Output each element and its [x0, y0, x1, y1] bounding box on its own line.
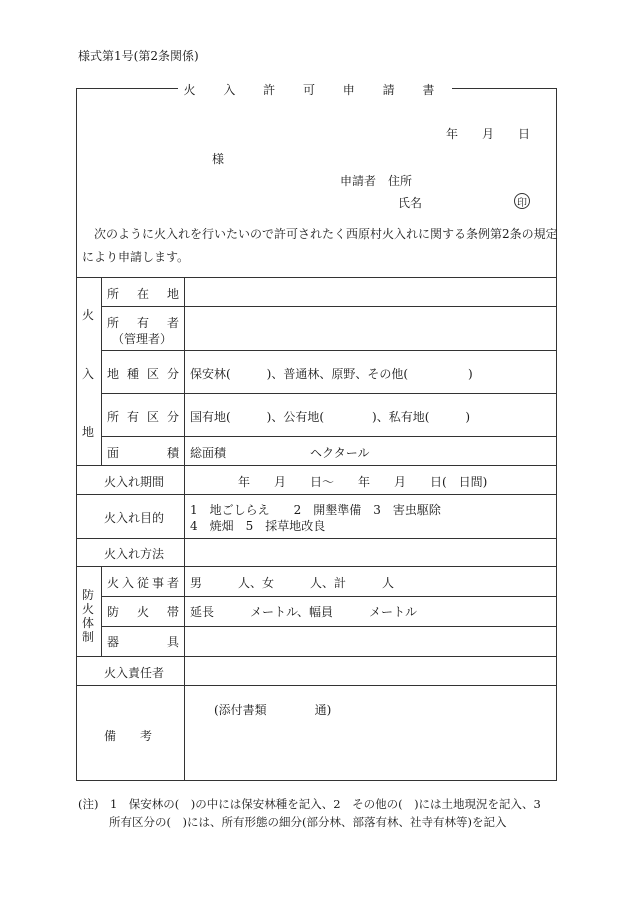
label-equipment: 器 具	[107, 635, 179, 649]
row-divider	[101, 350, 557, 351]
notes-line-1: (注) 1 保安林の( )の中には保安林種を記入、2 その他の( )には土地現況を記入、3	[78, 797, 541, 811]
land-category-field[interactable]: 保安林( )、普通林、原野、その他( )	[190, 367, 473, 381]
label-workers: 火 入 従 事 者	[107, 576, 179, 590]
table-top-border	[76, 277, 557, 278]
row-divider	[76, 494, 557, 495]
remarks-field[interactable]: (添付書類 通)	[214, 703, 332, 717]
label-purpose: 火入れ目的	[104, 511, 165, 525]
method-field[interactable]	[186, 541, 556, 563]
form-number-label: 様式第1号(第2条関係)	[78, 49, 199, 63]
row-divider	[76, 566, 557, 567]
label-responsible: 火入責任者	[104, 666, 165, 680]
form-title: 火 入 許 可 申 請 書	[0, 81, 630, 98]
ownership-category-field[interactable]: 国有地( )、公有地( )、私有地( )	[190, 410, 471, 424]
applicant-address-label: 申請者 住所	[340, 174, 413, 188]
row-divider	[101, 596, 557, 597]
group-divider	[101, 277, 102, 465]
purpose-option-line-2[interactable]: 4 焼畑 5 採草地改良	[190, 519, 326, 533]
label-period: 火入れ期間	[104, 475, 165, 489]
date-day-label: 日	[517, 127, 530, 141]
date-month-label: 月	[481, 127, 494, 141]
site-group-char: 火	[82, 308, 95, 322]
label-land-category: 地 種 区 分	[107, 367, 179, 381]
fire-group-char: 制	[82, 630, 95, 644]
row-divider	[76, 685, 557, 686]
statement-line-1: 次のように火入れを行いたいので許可されたく西原村火入れに関する条例第2条の規定	[94, 227, 558, 241]
label-value-divider	[184, 277, 185, 781]
label-remarks: 備 考	[104, 729, 153, 743]
owner-field[interactable]	[186, 312, 556, 348]
row-divider	[76, 538, 557, 539]
firebreak-field[interactable]: 延長 メートル、幅員 メートル	[190, 605, 418, 619]
equipment-field[interactable]	[186, 629, 556, 653]
label-method: 火入れ方法	[104, 547, 165, 561]
row-divider	[101, 393, 557, 394]
date-line[interactable]	[446, 125, 530, 142]
period-field[interactable]: 年 月 日～ 年 月 日( 日間)	[238, 475, 488, 489]
date-year-label: 年	[446, 127, 459, 141]
row-divider	[101, 626, 557, 627]
label-firebreak: 防 火 帯	[107, 605, 179, 619]
site-group-char: 地	[82, 425, 95, 439]
area-field[interactable]: 総面積 ヘクタール	[190, 446, 370, 460]
row-divider	[101, 306, 557, 307]
row-divider	[76, 465, 557, 466]
label-ownership-category: 所 有 区 分	[107, 410, 179, 424]
addressee-suffix: 様	[212, 152, 225, 166]
seal-icon: 印	[514, 193, 530, 209]
fire-group-char: 体	[82, 616, 95, 630]
group-divider	[101, 566, 102, 656]
row-divider	[76, 656, 557, 657]
label-owner: 所 有 者	[107, 316, 179, 330]
notes-line-2: 所有区分の( )には、所有形態の細分(部分林、部落有林、社寺有林等)を記入	[109, 815, 507, 829]
fire-group-char: 防	[82, 588, 95, 602]
fire-group-char: 火	[82, 602, 95, 616]
statement-line-2: により申請します。	[82, 250, 190, 264]
purpose-option-line-1[interactable]: 1 地ごしらえ 2 開墾準備 3 害虫駆除	[190, 503, 441, 517]
label-area: 面 積	[107, 446, 179, 460]
responsible-field[interactable]	[186, 659, 556, 683]
location-field[interactable]	[186, 283, 556, 305]
applicant-name-label: 氏名	[398, 196, 423, 210]
site-group-char: 入	[82, 367, 95, 381]
label-owner-sub: （管理者）	[112, 332, 173, 346]
label-location: 所 在 地	[107, 287, 179, 301]
workers-field[interactable]: 男 人、女 人、計 人	[190, 576, 395, 590]
row-divider	[101, 436, 557, 437]
